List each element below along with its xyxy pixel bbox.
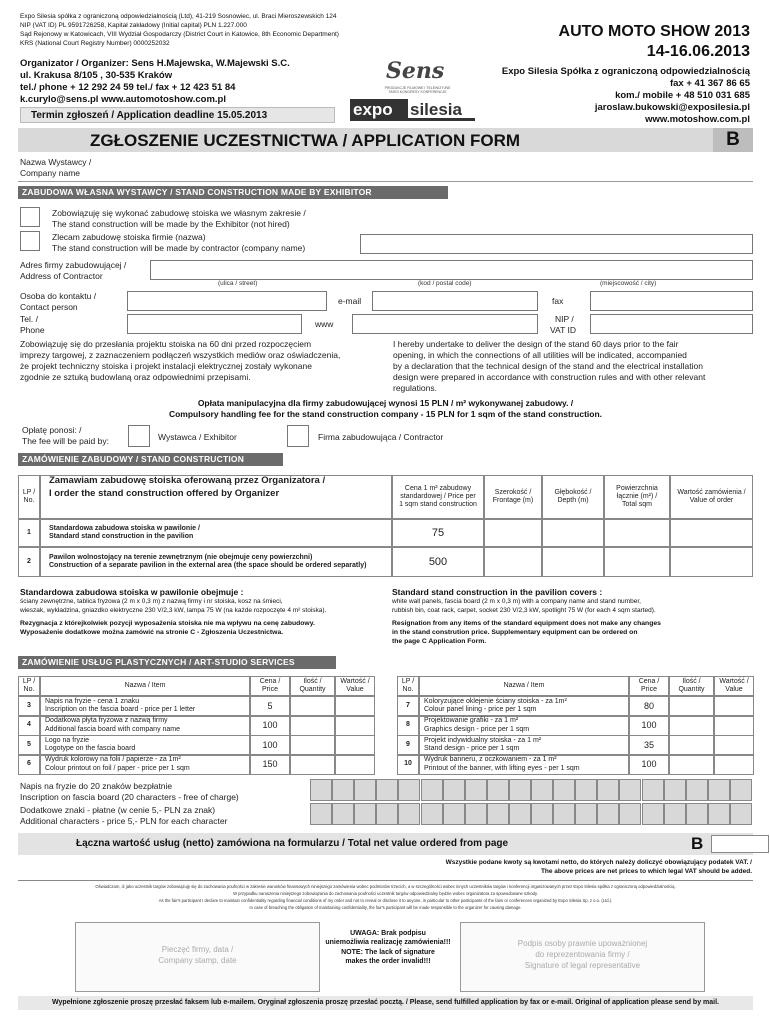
char-cell[interactable] bbox=[597, 803, 619, 825]
row-no: 9 bbox=[397, 735, 419, 755]
section-own-construction: ZABUDOWA WŁASNA WYSTAWCY / STAND CONSTRUCTION MADE BY EXHIBITOR bbox=[18, 186, 448, 199]
fee-en: Compulsory handling fee for the stand construction company - 15 PLN for 1 sqm of the stand construction. bbox=[168, 409, 603, 419]
row-desc: Dodatkowa płyta fryzowa z nazwą firmy Additional fascia board with company name bbox=[40, 716, 250, 736]
char-cell[interactable] bbox=[708, 803, 730, 825]
footer-note: Wypełnione zgłoszenie proszę przesłać faksem lub e-mailem. Oryginał zgłoszenia proszę przesłać pocztą. / Please, send fulfilled application by fax or e-mail. Original of application please send by mail. bbox=[18, 996, 753, 1010]
row-desc: Projektowanie grafiki - za 1 m² Graphics design - price per 1 sqm bbox=[419, 716, 629, 736]
char-cell[interactable] bbox=[553, 803, 575, 825]
payer-contractor-label: Firma zabudowująca / Contractor bbox=[318, 432, 444, 442]
www-field[interactable] bbox=[352, 314, 538, 334]
value-input[interactable] bbox=[335, 716, 375, 736]
free-inscription: Napis na fryzie do 20 znaków bezpłatnie bbox=[20, 781, 173, 791]
payer-exhibitor-label: Wystawca / Exhibitor bbox=[158, 432, 237, 442]
col-price: Cena 1 m² zabudowy standardowej / Price per 1 sqm stand construction bbox=[392, 475, 484, 519]
fax-label: fax bbox=[552, 296, 564, 306]
char-cell[interactable] bbox=[443, 779, 465, 801]
row-no: 4 bbox=[18, 716, 40, 736]
city-sublabel: (miejscowość / city) bbox=[600, 280, 657, 287]
free-inscription-en: Inscription on fascia board (20 characters - free of charge) bbox=[20, 792, 239, 802]
area-input-2[interactable] bbox=[604, 547, 670, 577]
phone-label: Tel. / bbox=[20, 314, 38, 324]
own-construction-checkbox[interactable] bbox=[20, 207, 40, 227]
col-value: Wartość / Value bbox=[335, 676, 375, 696]
value-input[interactable] bbox=[714, 696, 754, 716]
organizer-line: Organizator / Organizer: Sens H.Majewska, W.Majewski S.C. bbox=[20, 58, 290, 69]
col-quantity: Ilość / Quantity bbox=[669, 676, 714, 696]
row-price: 5 bbox=[250, 696, 290, 716]
col-value: Wartość / Value bbox=[714, 676, 754, 696]
row-price: 100 bbox=[250, 716, 290, 736]
street-sublabel: (ulica / street) bbox=[218, 280, 258, 287]
contact-person-field[interactable] bbox=[127, 291, 327, 311]
contractor-address-label-en: Address of Contractor bbox=[20, 271, 103, 281]
contractor-address-field[interactable] bbox=[150, 260, 753, 280]
char-cell[interactable] bbox=[509, 779, 531, 801]
sens-logo: Sens PRODUKCJE FILMOWE I TELEWIZYJNE TARGI KONGRESY KONFERENCJE bbox=[384, 58, 451, 95]
extra-chars-en: Additional characters - price 5,- PLN for each character bbox=[20, 816, 228, 826]
depth-input-2[interactable] bbox=[542, 547, 604, 577]
section-stand-construction: ZAMÓWIENIE ZABUDOWY / STAND CONSTRUCTION bbox=[18, 453, 283, 466]
row-no: 8 bbox=[397, 716, 419, 736]
col-depth: Głębokość / Depth (m) bbox=[542, 475, 604, 519]
vat-note-pl: Wszystkie podane kwoty są kwotami netto, do których należy doliczyć obowiązujący podatek VAT. / bbox=[445, 859, 752, 866]
total-value-field[interactable] bbox=[711, 835, 769, 853]
deadline-box bbox=[20, 107, 335, 123]
phone-field[interactable] bbox=[127, 314, 302, 334]
char-cell[interactable] bbox=[531, 803, 553, 825]
char-cell[interactable] bbox=[642, 803, 664, 825]
char-cell[interactable] bbox=[398, 779, 420, 801]
resignation-en: the page C Application Form. bbox=[392, 638, 487, 645]
event-title: AUTO MOTO SHOW 2013 bbox=[558, 23, 750, 40]
row-no: 1 bbox=[18, 519, 40, 547]
fee-pl: Opłata manipulacyjna dla firmy zabudowującej wynosi 15 PLN / m² wykonywanej zabudowy. / bbox=[197, 398, 574, 408]
row-price: 500 bbox=[392, 547, 484, 577]
quantity-input[interactable] bbox=[669, 716, 714, 736]
organizer-line: tel./ phone + 12 292 24 59 tel./ fax + 12 423 51 84 bbox=[20, 82, 236, 93]
total-letter: B bbox=[691, 834, 704, 853]
value-input[interactable] bbox=[335, 735, 375, 755]
char-cell[interactable] bbox=[398, 803, 420, 825]
value-input-2[interactable] bbox=[670, 547, 753, 577]
char-cell[interactable] bbox=[487, 803, 509, 825]
opt2-text: Zlecam zabudowę stoiska firmie (nazwa) bbox=[52, 232, 206, 242]
value-input[interactable] bbox=[714, 755, 754, 775]
row-price: 75 bbox=[392, 519, 484, 547]
resignation-en: Resignation from any items of the standard equipment does not make any changes bbox=[392, 620, 661, 627]
char-cell[interactable] bbox=[664, 779, 686, 801]
std-pl-heading: Standardowa zabudowa stoiska w pawilonie obejmuje : bbox=[20, 587, 244, 597]
quantity-input[interactable] bbox=[290, 735, 335, 755]
row-no: 6 bbox=[18, 755, 40, 775]
char-cell[interactable] bbox=[708, 779, 730, 801]
row-no: 3 bbox=[18, 696, 40, 716]
char-cell[interactable] bbox=[376, 803, 398, 825]
frontage-input-1[interactable] bbox=[484, 519, 542, 547]
opt2-text-en: The stand construction will be made by contractor (company name) bbox=[52, 243, 306, 253]
char-cell[interactable] bbox=[310, 779, 332, 801]
payer-contractor-checkbox[interactable] bbox=[287, 425, 309, 447]
payer-exhibitor-checkbox[interactable] bbox=[128, 425, 150, 447]
char-cell[interactable] bbox=[664, 803, 686, 825]
total-bar bbox=[18, 833, 753, 855]
char-cell[interactable] bbox=[575, 779, 597, 801]
char-cell[interactable] bbox=[421, 803, 443, 825]
quantity-input[interactable] bbox=[290, 696, 335, 716]
frontage-input-2[interactable] bbox=[484, 547, 542, 577]
char-cell[interactable] bbox=[509, 803, 531, 825]
quantity-input[interactable] bbox=[669, 735, 714, 755]
row-price: 100 bbox=[629, 755, 669, 775]
char-cell[interactable] bbox=[487, 779, 509, 801]
resignation-pl: Rezygnacja z którejkolwiek pozycji wyposażenia stoiska nie ma wpływu na cenę zabudowy. bbox=[20, 620, 315, 627]
value-input[interactable] bbox=[335, 696, 375, 716]
col-frontage: Szerokość / Frontage (m) bbox=[484, 475, 542, 519]
form-title-bar bbox=[18, 128, 753, 152]
row-desc: Pawilon wolnostojący na terenie zewnętrznym (nie obejmuje ceny powierzchni) Construction of a separate pavilion in the external area (the space should be ordered separatly) bbox=[40, 547, 392, 577]
char-cell[interactable] bbox=[730, 803, 752, 825]
char-cell[interactable] bbox=[332, 803, 354, 825]
fax-field[interactable] bbox=[590, 291, 753, 311]
postal-sublabel: (kod / postal code) bbox=[418, 280, 472, 287]
char-cell[interactable] bbox=[619, 779, 641, 801]
std-pl-text: ściany zewnętrzne, tablica fryzowa (2 m x 0,3 m) z nazwą firmy i nr stoiska, kosz na śmieci, bbox=[20, 598, 283, 605]
quantity-input[interactable] bbox=[669, 696, 714, 716]
col-quantity: Ilość / Quantity bbox=[290, 676, 335, 696]
char-cell[interactable] bbox=[465, 803, 487, 825]
row-desc: Wydruk banneru, z oczkowaniem - za 1 m² Printout of the banner, with lifting eyes - per 1 sqm bbox=[419, 755, 629, 775]
opt1-text: Zobowiązuję się wykonać zabudowę stoiska we własnym zakresie / bbox=[52, 208, 306, 218]
col-total-sqm: Powierzchnia łącznie (m²) / Total sqm bbox=[604, 475, 670, 519]
info-line: KRS (National Court Registry Number) 0000252032 bbox=[20, 40, 170, 47]
company-name-label-en: Company name bbox=[20, 168, 81, 178]
row-price: 100 bbox=[629, 716, 669, 736]
organizer-line: k.curylo@sens.pl www.automotoshow.com.pl bbox=[20, 94, 226, 105]
value-input[interactable] bbox=[714, 716, 754, 736]
nip-label: NIP / bbox=[555, 314, 574, 324]
info-line: Sąd Rejonowy w Katowicach, VIII Wydział Gospodarczy (District Court in Katowice, 8th Economic Department) bbox=[20, 31, 339, 38]
email-label: e-mail bbox=[338, 296, 362, 306]
char-cell[interactable] bbox=[553, 779, 575, 801]
contractor-checkbox[interactable] bbox=[20, 231, 40, 251]
col-item: Nazwa / Item bbox=[40, 676, 250, 696]
col-lp: LP / No. bbox=[397, 676, 419, 696]
col-value: Wartość zamówienia / Value of order bbox=[670, 475, 753, 519]
resignation-en: in the stand constrution price. Supplementary equipment can be ordered on bbox=[392, 629, 638, 636]
contact-label-en: Contact person bbox=[20, 302, 78, 312]
quantity-input[interactable] bbox=[290, 716, 335, 736]
char-cell[interactable] bbox=[332, 779, 354, 801]
std-en-text: white wall panels, fascia board (2 m x 0,3 m) with a company name and stand number, bbox=[392, 598, 641, 605]
row-price: 80 bbox=[629, 696, 669, 716]
row-price: 150 bbox=[250, 755, 290, 775]
quantity-input[interactable] bbox=[669, 755, 714, 775]
char-cell[interactable] bbox=[354, 803, 376, 825]
char-cell[interactable] bbox=[310, 803, 332, 825]
char-cell[interactable] bbox=[686, 779, 708, 801]
nip-label-en: VAT ID bbox=[550, 325, 576, 335]
phone-label-en: Phone bbox=[20, 325, 45, 335]
row-desc: Logo na fryzie Logotype on the fascia board bbox=[40, 735, 250, 755]
char-cell[interactable] bbox=[597, 779, 619, 801]
col-order: Zamawiam zabudowę stoiska oferowaną przez Organizatora / I order the stand construction offered by Organizer bbox=[40, 475, 392, 519]
char-cell[interactable] bbox=[421, 779, 443, 801]
col-lp: LP / No. bbox=[18, 676, 40, 696]
row-price: 100 bbox=[250, 735, 290, 755]
fee-payer-label-en: The fee will be paid by: bbox=[22, 436, 109, 446]
value-input[interactable] bbox=[714, 735, 754, 755]
row-desc: Wydruk kolorowy na folii / papierze - za 1m² Colour printout on foil / paper - price per 1 sqm bbox=[40, 755, 250, 775]
char-cell[interactable] bbox=[465, 779, 487, 801]
opt1-text-en: The stand construction will be made by the Exhibitor (not hired) bbox=[52, 219, 290, 229]
info-line: NIP (VAT ID) PL 9591726258, Kapitał zakładowy (Initial capital) PLN 1.227.000 bbox=[20, 22, 247, 29]
char-cell[interactable] bbox=[619, 803, 641, 825]
depth-input-1[interactable] bbox=[542, 519, 604, 547]
char-cell[interactable] bbox=[730, 779, 752, 801]
fee-payer-label: Opłatę ponosi: / bbox=[22, 425, 82, 435]
quantity-input[interactable] bbox=[290, 755, 335, 775]
expo-silesia-logo: expo silesia bbox=[350, 99, 475, 121]
company-stamp-box[interactable]: Pieczęć firmy, data / Company stamp, date bbox=[75, 922, 320, 992]
row-price: 35 bbox=[629, 735, 669, 755]
email-field[interactable] bbox=[372, 291, 538, 311]
char-cell[interactable] bbox=[575, 803, 597, 825]
std-en-heading: Standard stand construction in the pavilion covers : bbox=[392, 587, 603, 597]
contact-label: Osoba do kontaktu / bbox=[20, 291, 97, 301]
char-cell[interactable] bbox=[686, 803, 708, 825]
form-title: ZGŁOSZENIE UCZESTNICTWA / APPLICATION FORM bbox=[90, 131, 521, 150]
col-price: Cena / Price bbox=[250, 676, 290, 696]
row-no: 2 bbox=[18, 547, 40, 577]
deadline-text: Termin zgłoszeń / Application deadline 15.05.2013 bbox=[31, 110, 268, 121]
row-desc: Projekt indywidualny stoiska - za 1 m² Stand design - price per 1 sqm bbox=[419, 735, 629, 755]
section-art-studio: ZAMÓWIENIE USŁUG PLASTYCZNYCH / ART-STUDIO SERVICES bbox=[18, 656, 336, 669]
row-desc: Napis na fryzie - cena 1 znaku Inscription on the fascia board - price per 1 letter bbox=[40, 696, 250, 716]
char-cell[interactable] bbox=[642, 779, 664, 801]
organizer-line: ul. Krakusa 8/105 , 30-535 Kraków bbox=[20, 70, 173, 81]
col-item: Nazwa / Item bbox=[419, 676, 629, 696]
www-label: www bbox=[315, 319, 334, 329]
vat-note-en: The above prices are net prices to which legal VAT should be added. bbox=[540, 868, 752, 875]
char-cell[interactable] bbox=[531, 779, 553, 801]
std-en-text: rubbish bin, coat rack, carpet, socket 230 V/2,3 kW, spotlight 75 W (for each 4 sqm started). bbox=[392, 607, 656, 614]
col-lp: LP / No. bbox=[18, 475, 40, 519]
char-cell[interactable] bbox=[354, 779, 376, 801]
contractor-name-field[interactable] bbox=[360, 234, 753, 254]
value-input[interactable] bbox=[335, 755, 375, 775]
contractor-address-label: Adres firmy zabudowującej / bbox=[20, 260, 127, 270]
col-price: Cena / Price bbox=[629, 676, 669, 696]
vat-id-field[interactable] bbox=[590, 314, 753, 334]
value-input-1[interactable] bbox=[670, 519, 753, 547]
info-line: Expo Silesia spółka z ograniczoną odpowiedzialnością (Ltd), 41-219 Sosnowiec, ul. Braci Mieroszewskich 124 bbox=[20, 13, 337, 20]
signature-box[interactable]: Podpis osoby prawnie upoważnionej do reprezentowania firmy / Signature of legal representative bbox=[460, 922, 705, 992]
form-letter: B bbox=[713, 128, 753, 152]
company-name-label: Nazwa Wystawcy / bbox=[20, 157, 92, 167]
char-cell[interactable] bbox=[376, 779, 398, 801]
row-desc: Standardowa zabudowa stoiska w pawilonie / Standard stand construction in the pavilion bbox=[40, 519, 392, 547]
extra-chars: Dodatkowe znaki - płatne (w cenie 5,- PLN za znak) bbox=[20, 805, 216, 815]
std-pl-text: wieszak, wykładzina, gniazdko elektryczne 230 V/2,3 kW, lampa 75 W (na każde rozpoczęte 4 m² stoiska). bbox=[20, 607, 327, 614]
char-cell[interactable] bbox=[443, 803, 465, 825]
row-no: 10 bbox=[397, 755, 419, 775]
row-desc: Koloryzujące oklejenie ściany stoiska - za 1m² Colour panel lining - price per 1 sqm bbox=[419, 696, 629, 716]
area-input-1[interactable] bbox=[604, 519, 670, 547]
total-label: Łączna wartość usług (netto) zamówiona na formularzu / Total net value ordered from page bbox=[76, 838, 509, 849]
row-no: 5 bbox=[18, 735, 40, 755]
event-dates: 14-16.06.2013 bbox=[646, 43, 750, 60]
signature-warning: UWAGA: Brak podpisu uniemożliwia realizację zamówienia!!! NOTE: The lack of signature makes the order invalid!!! bbox=[325, 930, 451, 966]
resignation-pl: Wyposażenie dodatkowe można zamówić na stronie C - Zgłoszenia Uczestnictwa. bbox=[20, 629, 284, 636]
row-no: 7 bbox=[397, 696, 419, 716]
